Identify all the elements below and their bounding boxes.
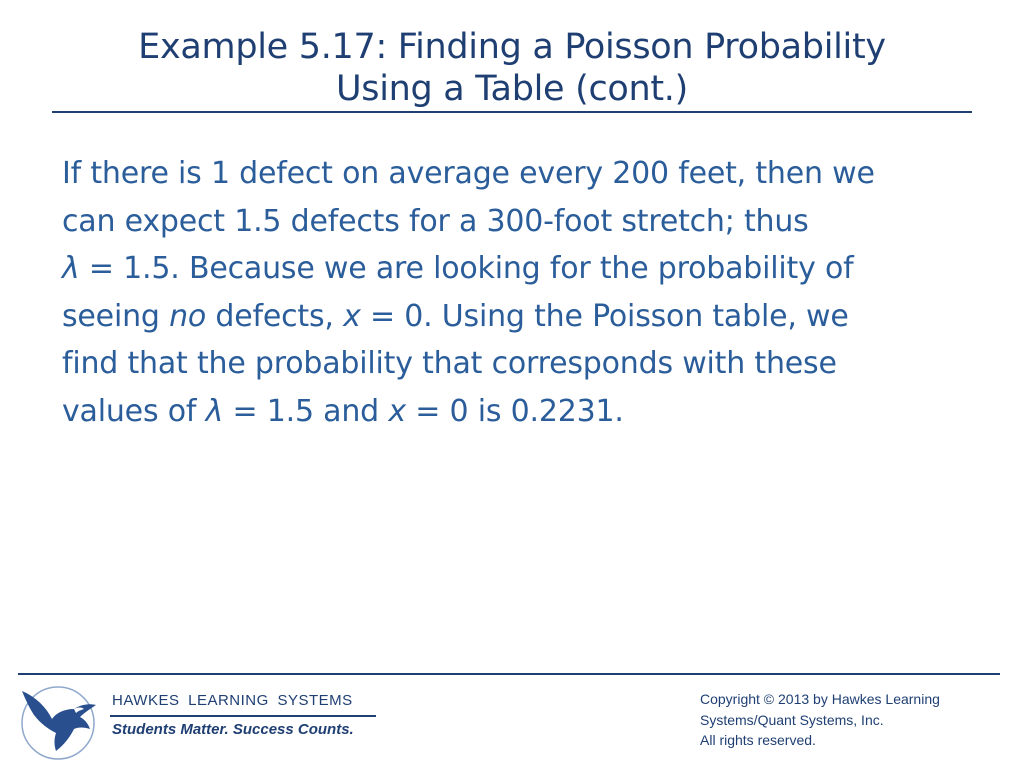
slide-title: [52, 26, 972, 110]
lambda-symbol: λ: [205, 393, 224, 429]
slide-title-line-2: Using a Table (cont.): [335, 69, 688, 109]
body-line-6: [62, 388, 962, 436]
slide-body-text: [62, 150, 962, 435]
body-line-2: can expect 1.5 defects for a 300-foot stretch; thus: [62, 203, 809, 239]
body-line-6-part-b: = 1.5 and: [223, 393, 389, 429]
slide-title-line-1: Example 5.17: Finding a Poisson Probability: [138, 27, 886, 67]
variable-x: x: [388, 393, 406, 429]
body-line-5: find that the probability that corresponds with these: [62, 346, 837, 381]
body-line-3: [62, 245, 962, 293]
body-line-4-part-c: = 0. Using the Poisson table, we: [360, 298, 849, 334]
body-line-6-part-c: = 0 is 0.2231.: [405, 393, 624, 429]
copyright-line-1: Copyright © 2013 by Hawkes Learning: [700, 691, 940, 707]
copyright-notice: [700, 689, 1010, 751]
body-line-4-part-a: seeing: [62, 298, 170, 334]
copyright-line-2: Systems/Quant Systems, Inc.: [700, 711, 884, 728]
brand-underline: [110, 715, 376, 717]
variable-x: x: [343, 298, 361, 334]
emphasis-no: no: [169, 298, 207, 334]
body-line-3-text: = 1.5. Because we are looking for the probability of: [79, 251, 854, 286]
title-divider: [52, 111, 972, 113]
body-line-6-part-a: values of: [62, 393, 206, 429]
brand-name: HAWKES LEARNING SYSTEMS: [112, 692, 353, 709]
body-line-4: [62, 293, 962, 341]
body-line-4-part-b: defects,: [206, 298, 344, 334]
copyright-line-3: All rights reserved.: [700, 732, 816, 748]
eagle-logo-icon: [18, 683, 100, 761]
body-line-1: If there is 1 defect on average every 200 feet, then we: [62, 156, 875, 191]
lambda-symbol: λ: [62, 251, 80, 286]
footer-divider: [18, 673, 1000, 675]
brand-tagline: Students Matter. Success Counts.: [112, 721, 354, 738]
